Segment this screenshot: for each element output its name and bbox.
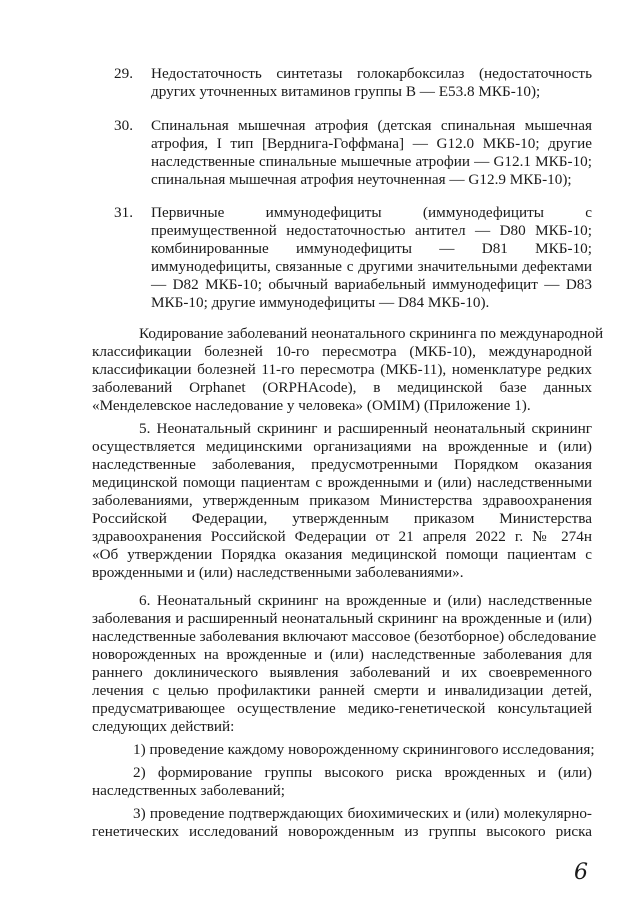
text-line: наследственные заболевания, предусмотренными Порядком оказания <box>92 456 592 473</box>
text-line: заболеваниями, утвержденным приказом Министерства здравоохранения <box>92 492 592 509</box>
list-item-number: 30. <box>114 117 133 134</box>
text-line: Спинальная мышечная атрофия (детская спинальная мышечная <box>151 117 592 134</box>
list-item-number: 29. <box>114 65 133 82</box>
text-line: иммунодефициты, связанные с другими значительными дефектами <box>151 258 592 275</box>
text-line: врожденными и (или) наследственными заболеваниями». <box>92 564 464 581</box>
text-line: здравоохранения Российской Федерации от 21 апреля 2022 г. № 274н <box>92 528 592 545</box>
text-line: классификации болезней 10-го пересмотра (МКБ-10), международной <box>92 343 592 360</box>
text-line: спинальная мышечная атрофия неуточненная — G12.9 МКБ-10); <box>151 171 572 188</box>
text-line: раннего доклинического выявления заболеваний и их своевременного <box>92 664 592 681</box>
text-line: следующих действий: <box>92 718 235 735</box>
text-line: Недостаточность синтетазы голокарбоксилаз (недостаточность <box>151 65 592 82</box>
text-line: медицинской помощи пациентам с врожденными и (или) наследственными <box>92 474 592 491</box>
text-line: 6. Неонатальный скрининг на врожденные и (или) наследственные <box>139 592 592 609</box>
text-line: осуществляется медицинскими организациями на врожденные и (или) <box>92 438 592 455</box>
text-line: МКБ-10; другие иммунодефициты — D84 МКБ-10). <box>151 294 490 311</box>
text-line: лечения с целью профилактики ранней смерти и инвалидизации детей, <box>92 682 592 699</box>
text-line: заболеваний Orphanet (ORPHAcode), в медицинской базе данных <box>92 379 592 396</box>
text-line: 2) формирование группы высокого риска врожденных и (или) <box>133 764 592 781</box>
text-line: Первичные иммунодефициты (иммунодефициты с <box>151 204 592 221</box>
text-line: наследственные спинальные мышечные атрофии — G12.1 МКБ-10; <box>151 153 592 170</box>
text-line: наследственных заболеваний; <box>92 782 286 799</box>
text-line: 5. Неонатальный скрининг и расширенный неонатальный скрининг <box>139 420 592 437</box>
page-number: 6 <box>574 860 588 885</box>
text-line: Кодирование заболеваний неонатального скрининга по международной <box>139 325 604 342</box>
text-line: атрофия, I тип [Верднига-Гоффмана] — G12.0 МКБ-10; другие <box>151 135 592 152</box>
text-line: «Менделевское наследование у человека» (OMIM) (Приложение 1). <box>92 397 531 414</box>
list-item-number: 31. <box>114 204 133 221</box>
text-line: Российской Федерации, утвержденным приказом Министерства <box>92 510 592 527</box>
text-line: «Об утверждении Порядка оказания медицинской помощи пациентам с <box>92 546 592 563</box>
text-line: заболевания и расширенный неонатальный скрининг на врожденные и (или) <box>92 610 592 627</box>
text-line: других уточненных витаминов группы В — E53.8 МКБ-10); <box>151 83 541 100</box>
text-line: преимущественной недостаточностью антител — D80 МКБ-10; <box>151 222 592 239</box>
text-line: генетических исследований новорожденным из группы высокого риска <box>92 823 592 840</box>
text-line: предусматривающее осуществление медико-генетической консультацией <box>92 700 592 717</box>
text-line: 1) проведение каждому новорожденному скринингового исследования; <box>133 741 595 758</box>
text-line: 3) проведение подтверждающих биохимических и (или) молекулярно- <box>133 805 592 822</box>
text-line: наследственные заболевания включают массовое (безотборное) обследование <box>92 628 597 645</box>
text-line: комбинированные иммунодефициты — D81 МКБ-10; <box>151 240 592 257</box>
text-line: новорожденных на врожденные и (или) наследственные заболевания для <box>92 646 592 663</box>
text-line: классификации болезней 11-го пересмотра (МКБ-11), номенклатуре редких <box>92 361 592 378</box>
text-line: — D82 МКБ-10; обычный вариабельный иммунодефицит — D83 <box>151 276 592 293</box>
